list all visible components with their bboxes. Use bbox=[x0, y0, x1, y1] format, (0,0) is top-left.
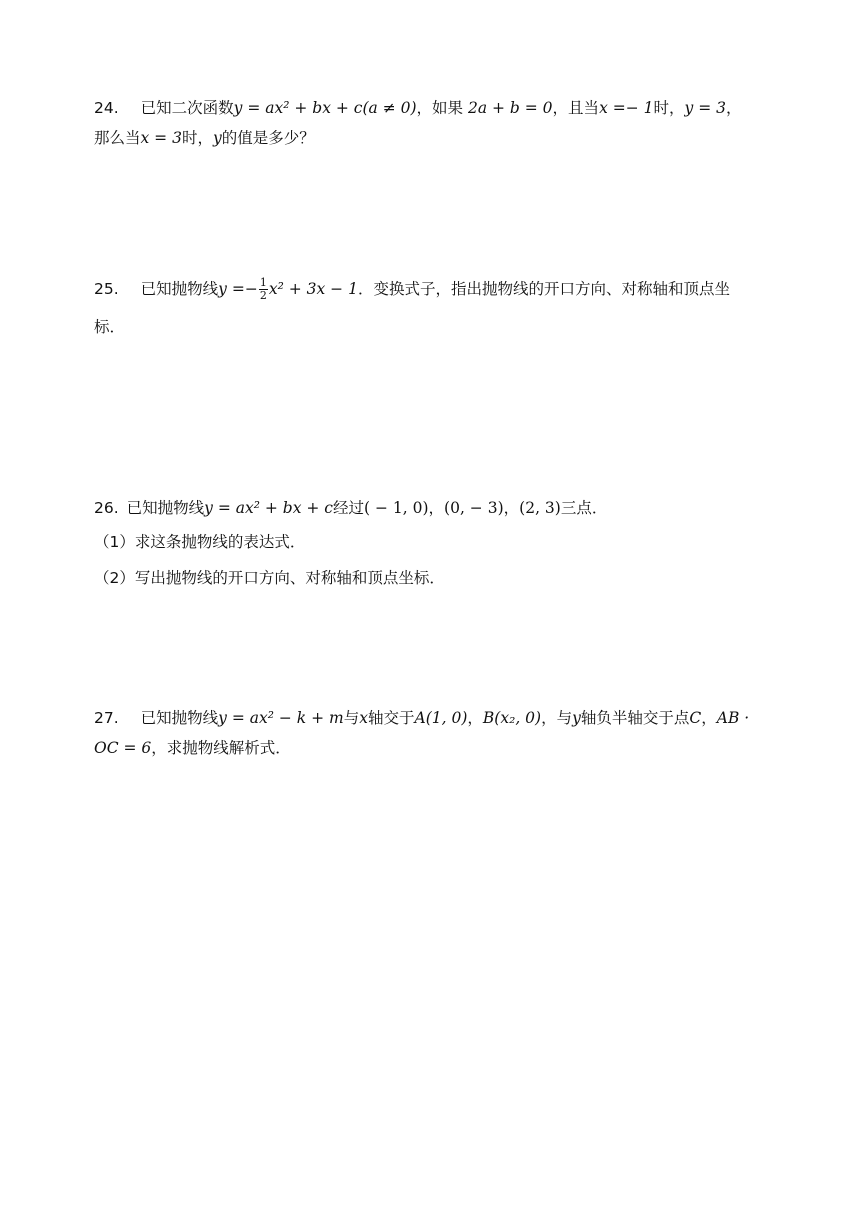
math-variable: y bbox=[572, 709, 581, 727]
math-expression: y = ax² + bx + c(a ≠ 0) bbox=[233, 99, 417, 117]
question-24-line-2: 那么当x = 3时，y的值是多少？ bbox=[94, 129, 315, 147]
math-expression: y = ax² + bx + c bbox=[204, 499, 333, 517]
math-expression: y =− bbox=[218, 280, 258, 298]
math-variable: x bbox=[359, 709, 369, 727]
question-number: 26. bbox=[94, 499, 119, 517]
question-24 bbox=[94, 93, 774, 153]
math-point: (0, − 3) bbox=[444, 499, 504, 517]
math-point: A(1, 0) bbox=[414, 709, 468, 727]
math-expression: x² + 3x − 1 bbox=[268, 280, 358, 298]
question-25-line-2: 标． bbox=[94, 318, 126, 336]
question-26 bbox=[94, 490, 774, 596]
math-expression: x = 3 bbox=[140, 129, 182, 147]
question-number: 27. bbox=[94, 709, 119, 727]
question-24-line-1: 24. 已知二次函数y = ax² + bx + c(a ≠ 0)，如果 2a + b = 0，且当x =− 1时，y = 3， bbox=[94, 99, 742, 117]
math-expression: AB · bbox=[716, 709, 750, 727]
math-expression: 2a + b = 0 bbox=[467, 99, 553, 117]
sub-question-2: （2）写出抛物线的开口方向、对称轴和顶点坐标． bbox=[94, 569, 445, 587]
question-25 bbox=[94, 272, 774, 340]
math-expression: OC = 6 bbox=[94, 739, 152, 757]
fraction-one-half: $\frac{1}{2}$ bbox=[259, 276, 267, 302]
math-expression: y bbox=[212, 129, 222, 147]
question-27-line-2: OC = 6，求抛物线解析式． bbox=[94, 739, 291, 757]
question-26-line-1: 26. 已知抛物线y = ax² + bx + c经过( − 1, 0)，(0, − 3)，(2, 3)三点． bbox=[94, 499, 608, 517]
math-point: B(x₂, 0) bbox=[482, 709, 542, 727]
math-point: (2, 3) bbox=[519, 499, 561, 517]
math-expression: x =− 1 bbox=[599, 99, 654, 117]
question-25-line-1: 25. 已知抛物线y =− $\frac{1}{2}$ x² + 3x − 1．变换式子，指出抛物线的开口方向、对称轴和顶点坐 bbox=[94, 276, 730, 302]
math-variable: C bbox=[689, 709, 702, 727]
math-point: ( − 1, 0) bbox=[364, 499, 429, 517]
question-number: 24. bbox=[94, 99, 119, 117]
sub-question-1: （1）求这条抛物线的表达式． bbox=[94, 533, 306, 551]
question-27 bbox=[94, 703, 774, 763]
math-expression: y = 3 bbox=[684, 99, 726, 117]
question-27-line-1: 27. 已知抛物线y = ax² − k + m与x轴交于A(1, 0)，B(x₂, 0)，与y轴负半轴交于点C，AB · bbox=[94, 709, 750, 727]
math-expression: y = ax² − k + m bbox=[218, 709, 344, 727]
question-number: 25. bbox=[94, 280, 119, 298]
